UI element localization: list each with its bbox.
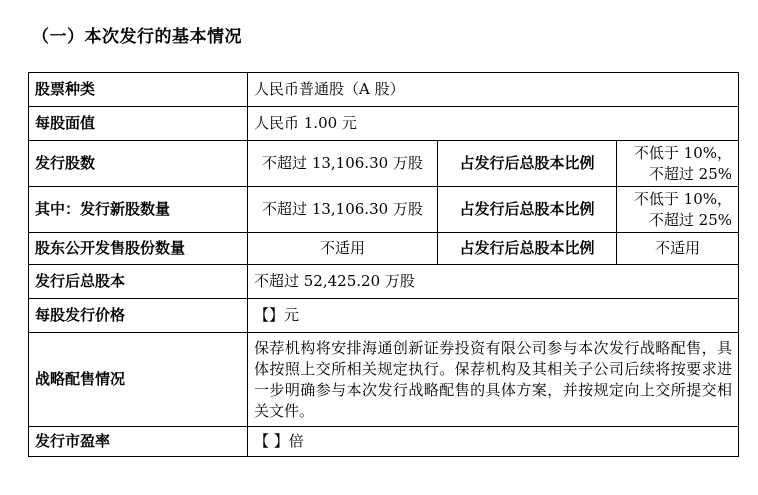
row-par-value — [29, 107, 739, 141]
stock-type-value: 人民币普通股（A 股） — [248, 73, 739, 107]
shareholder-sale-ratio-value: 不适用 — [617, 233, 739, 265]
new-shares-ratio-label: 占发行后总股本比例 — [438, 187, 617, 233]
strategic-label: 战略配售情况 — [29, 333, 248, 427]
total-after-value: 不超过 52,425.20 万股 — [248, 265, 739, 299]
total-after-label: 发行后总股本 — [29, 265, 248, 299]
par-value-label: 每股面值 — [29, 107, 248, 141]
new-shares-ratio-line1: 不低于 10%， — [633, 189, 733, 208]
shareholder-sale-ratio-label: 占发行后总股本比例 — [438, 233, 617, 265]
new-shares-value: 不超过 13,106.30 万股 — [248, 187, 438, 233]
row-price — [29, 299, 739, 333]
row-pe — [29, 427, 739, 457]
issue-shares-ratio-line1: 不低于 10%， — [633, 143, 733, 162]
row-total-after — [29, 265, 739, 299]
shareholder-sale-label: 股东公开发售股份数量 — [29, 233, 248, 265]
stock-type-label: 股票种类 — [29, 73, 248, 107]
row-stock-type — [29, 73, 739, 107]
row-new-shares — [29, 187, 739, 233]
issue-shares-value: 不超过 13,106.30 万股 — [248, 141, 438, 187]
strategic-value: 保荐机构将安排海通创新证券投资有限公司参与本次发行战略配售，具体按照上交所相关规定执行。保荐机构及其相关子公司后续将按要求进一步明确参与本次发行战略配售的具体方案，并按规定向上交所提交相关文件。 — [248, 333, 739, 427]
issue-shares-ratio-line2: 不超过 25% — [648, 164, 733, 183]
issuance-info-table — [28, 72, 739, 457]
new-shares-ratio-line2: 不超过 25% — [648, 210, 733, 229]
row-shareholder-sale — [29, 233, 739, 265]
issue-shares-ratio-value — [617, 141, 739, 187]
issue-shares-ratio-label: 占发行后总股本比例 — [438, 141, 617, 187]
par-value-value: 人民币 1.00 元 — [248, 107, 739, 141]
new-shares-ratio-value — [617, 187, 739, 233]
row-issue-shares — [29, 141, 739, 187]
section-title: （一）本次发行的基本情况 — [32, 27, 242, 47]
price-label: 每股发行价格 — [29, 299, 248, 333]
issue-shares-label: 发行股数 — [29, 141, 248, 187]
pe-value: 【 】倍 — [248, 427, 739, 457]
price-value: 【】元 — [248, 299, 739, 333]
row-strategic — [29, 333, 739, 427]
new-shares-label: 其中：发行新股数量 — [29, 187, 248, 233]
pe-label: 发行市盈率 — [29, 427, 248, 457]
shareholder-sale-value: 不适用 — [248, 233, 438, 265]
